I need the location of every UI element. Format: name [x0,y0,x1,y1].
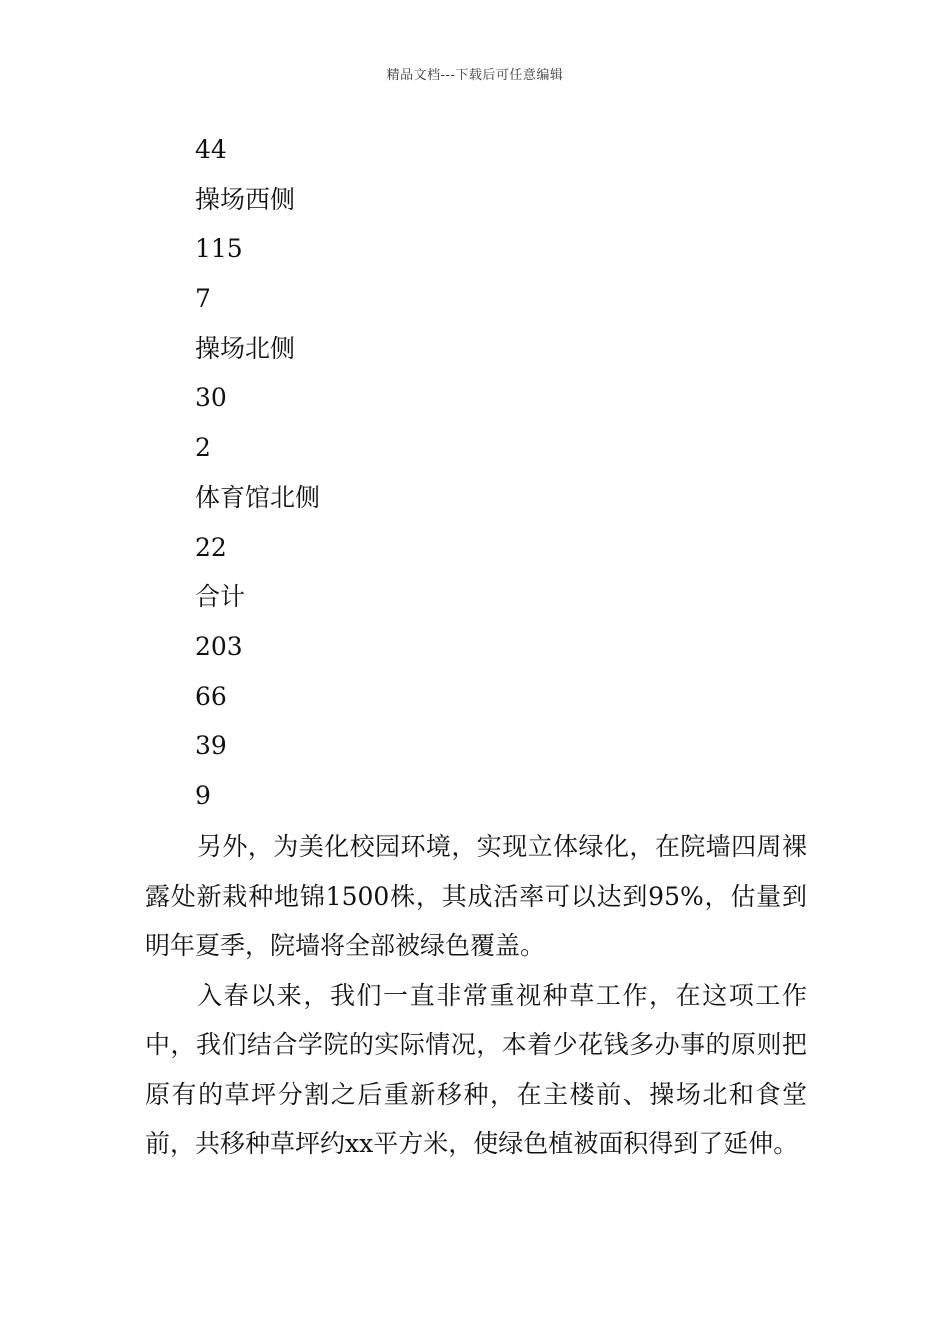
list-item: 115 [195,234,243,264]
list-item: 30 [195,383,227,413]
page-header: 精品文档---下载后可任意编辑 [386,68,564,83]
list-item: 2 [195,433,211,463]
list-item: 9 [195,780,211,810]
paragraph-greening-walls: 另外，为美化校园环境，实现立体绿化，在院墙四周裸露处新栽种地锦1500株，其成活率可以达到95%，估量到明年夏季，院墙将全部被绿色覆盖。 [145,832,807,960]
list-item: 操场西侧 [195,184,296,214]
table-value-list [195,125,320,821]
list-item: 44 [195,135,227,164]
list-item: 66 [195,681,227,711]
list-item: 22 [195,532,227,562]
list-item: 合计 [195,582,246,612]
list-item: 操场北侧 [195,333,296,363]
list-item: 203 [195,631,243,661]
list-item: 体育馆北侧 [195,482,321,512]
body-text [145,822,807,1169]
list-item: 7 [195,284,211,314]
paragraph-lawn-planting: 入春以来，我们一直非常重视种草工作，在这项工作中，我们结合学院的实际情况，本着少花钱多办事的原则把原有的草坪分割之后重新移种，在主楼前、操场北和食堂前，共移种草坪约xx平方米，使绿色植被面积得到了延伸。 [145,980,807,1158]
list-item: 39 [195,731,227,761]
